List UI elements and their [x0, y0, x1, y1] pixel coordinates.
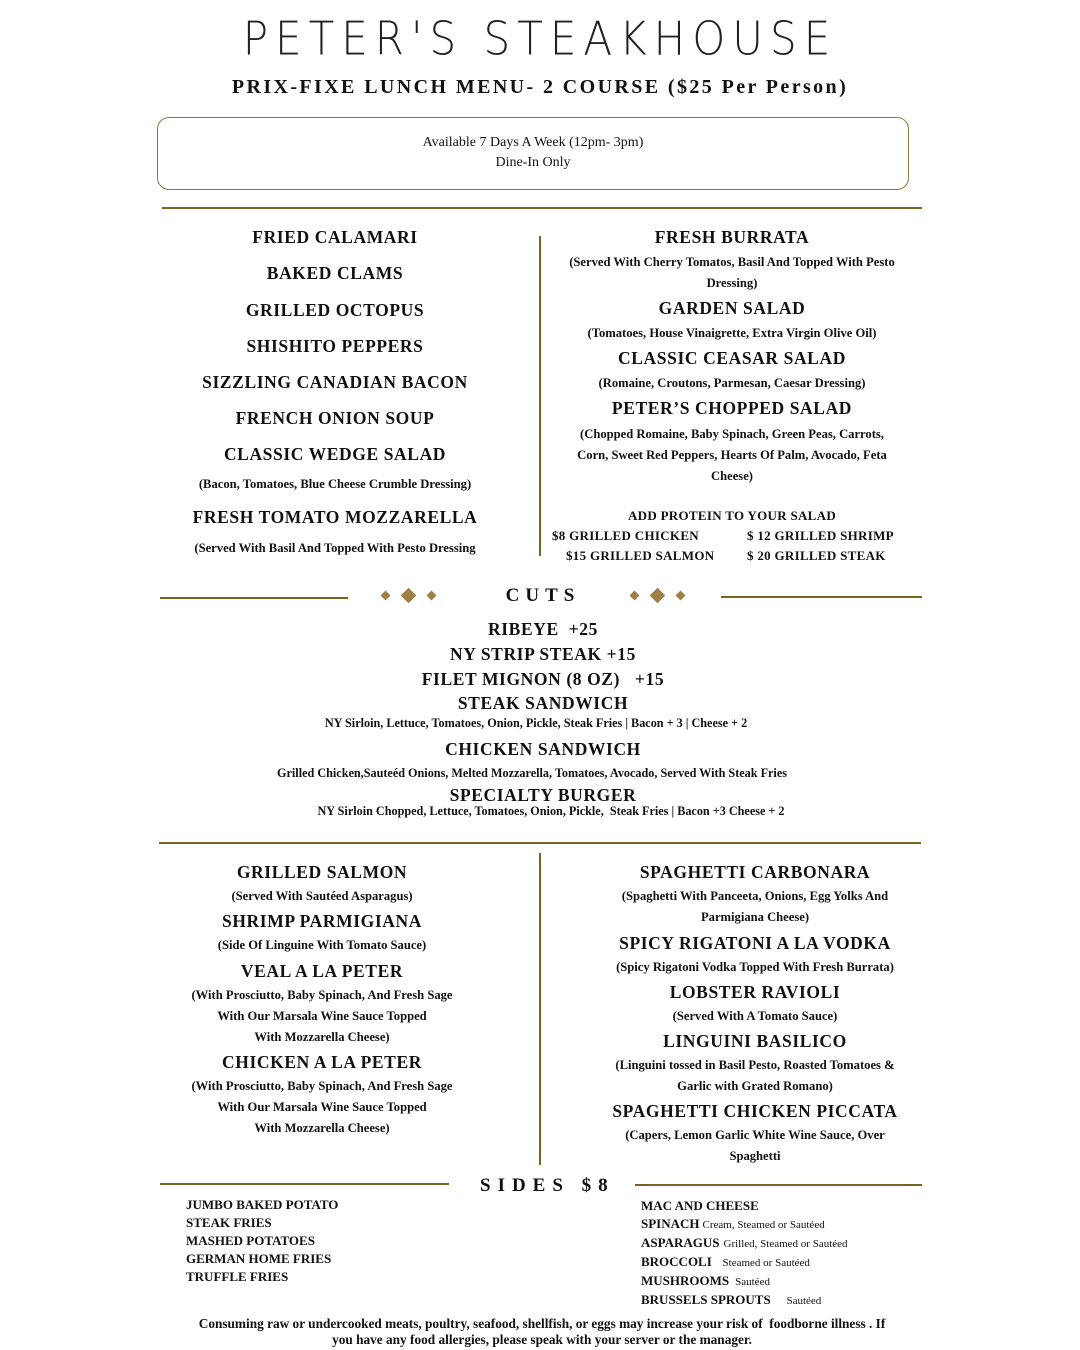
side-item-name: MUSHROOMS [641, 1273, 730, 1288]
side-item [641, 1272, 848, 1291]
menu-item-desc: (Served With Cherry Tomatos, Basil And Topped With Pesto [569, 255, 895, 269]
menu-item-desc: (Tomatoes, House Vinaigrette, Extra Virgin Olive Oil) [587, 326, 877, 340]
menu-item-name: FRENCH ONION SOUP [235, 408, 435, 428]
menu-item-name: SPAGHETTI CARBONARA [639, 862, 871, 882]
availability-dine-in: Dine-In Only [495, 155, 571, 170]
side-item-note: Grilled, Steamed or Sautéed [723, 1238, 848, 1250]
menu-item-desc: (Romaine, Croutons, Parmesan, Caesar Dressing) [598, 376, 866, 390]
diamond-icon [650, 588, 666, 604]
cut-item-desc: NY Sirloin Chopped, Lettuce, Tomatoes, Onion, Pickle, Steak Fries | Bacon +3 Cheese + 2 [317, 804, 785, 818]
side-item-name: MAC AND CHEESE [641, 1198, 759, 1213]
diamond-icon [427, 591, 437, 601]
section-title-cuts: CUTS [505, 585, 581, 606]
menu-item-name: GRILLED SALMON [236, 862, 408, 882]
side-item [641, 1215, 848, 1234]
cut-item-name: RIBEYE +25 [488, 619, 598, 639]
disclaimer-line: you have any food allergies, please speak with your server or the manager. [332, 1332, 752, 1347]
menu-item-name: SHISHITO PEPPERS [246, 336, 424, 356]
menu-item-name: FRIED CALAMARI [252, 227, 418, 247]
cut-item-name: SPECIALTY BURGER [449, 785, 637, 805]
divider-cuts-left [160, 597, 348, 599]
availability-box [157, 117, 909, 190]
menu-item-desc: (Linguini tossed in Basil Pesto, Roasted Tomatoes & [615, 1058, 895, 1072]
side-item [641, 1253, 848, 1272]
side-item: GERMAN HOME FRIES [186, 1251, 332, 1266]
menu-item-desc: Spaghetti [729, 1149, 781, 1163]
divider-sides-left [160, 1183, 449, 1185]
protein-option: $ 20 GRILLED STEAK [747, 548, 886, 563]
menu-item-desc: Parmigiana Cheese) [700, 910, 810, 924]
side-item-name: BRUSSELS SPROUTS [641, 1292, 771, 1307]
menu-item-desc: (Served With A Tomato Sauce) [672, 1009, 838, 1023]
cut-item-desc: Grilled Chicken,Sauteéd Onions, Melted Mozzarella, Tomatoes, Avocado, Served With Steak Fries [277, 766, 787, 780]
cut-item-name: NY STRIP STEAK +15 [450, 644, 636, 664]
diamond-icon [630, 591, 640, 601]
menu-item-name: CLASSIC WEDGE SALAD [223, 444, 447, 464]
menu-subtitle: PRIX-FIXE LUNCH MENU- 2 COURSE ($25 Per Person) [231, 76, 849, 98]
cut-item-name: FILET MIGNON (8 OZ) +15 [421, 669, 665, 689]
ornament-right [631, 590, 684, 601]
menu-item-desc: (Spaghetti With Panceeta, Onions, Egg Yolks And [621, 889, 889, 903]
menu-item-desc: (Capers, Lemon Garlic White Wine Sauce, Over [625, 1128, 885, 1142]
menu-item-desc: Corn, Sweet Red Peppers, Hearts Of Palm, Avocado, Feta [577, 448, 887, 462]
menu-item-name: SPAGHETTI CHICKEN PICCATA [612, 1101, 898, 1121]
cut-item-name: STEAK SANDWICH [457, 693, 629, 713]
side-item: JUMBO BAKED POTATO [186, 1197, 339, 1212]
protein-option: $ 12 GRILLED SHRIMP [747, 528, 894, 543]
side-item [641, 1197, 848, 1215]
menu-item-desc: (With Prosciutto, Baby Spinach, And Fresh Sage [191, 1079, 453, 1093]
menu-item-desc: (Served With Basil And Topped With Pesto Dressing [194, 541, 476, 555]
menu-item-name: CLASSIC CEASAR SALAD [618, 348, 846, 368]
protein-option: $8 GRILLED CHICKEN [552, 528, 699, 543]
diamond-icon [401, 588, 417, 604]
diamond-icon [676, 591, 686, 601]
menu-item-name: SHRIMP PARMIGIANA [222, 911, 422, 931]
menu-item-desc: Dressing) [706, 276, 758, 290]
menu-item-desc: (Bacon, Tomatoes, Blue Cheese Crumble Dressing) [198, 477, 472, 491]
divider-cuts-right [721, 596, 922, 598]
side-item: STEAK FRIES [186, 1215, 272, 1230]
sides-list-left [186, 1196, 338, 1286]
menu-item-desc: Garlic with Grated Romano) [677, 1079, 833, 1093]
disclaimer-line: Consuming raw or undercooked meats, poultry, seafood, shellfish, or eggs may increase your risk of foodborne illness . If [198, 1316, 886, 1331]
menu-item-name: SIZZLING CANADIAN BACON [202, 372, 468, 392]
divider-top [162, 207, 922, 209]
menu-item-name: SPICY RIGATONI A LA VODKA [619, 933, 891, 953]
side-item: TRUFFLE FRIES [186, 1269, 289, 1284]
side-item [641, 1291, 848, 1310]
divider-mains [159, 842, 921, 844]
ornament-left [382, 590, 435, 601]
menu-item-name: CHICKEN A LA PETER [222, 1052, 422, 1072]
side-item-note: Sautéed [783, 1295, 822, 1307]
menu-item-desc: Cheese) [711, 469, 753, 483]
menu-item-desc: With Our Marsala Wine Sauce Topped [217, 1100, 427, 1114]
menu-item-desc: (Side Of Linguine With Tomato Sauce) [217, 938, 427, 952]
divider-sides-right [635, 1184, 922, 1186]
protein-option: $15 GRILLED SALMON [566, 548, 715, 563]
menu-item-desc: (Spicy Rigatoni Vodka Topped With Fresh Burrata) [616, 960, 894, 974]
menu-item-name: PETER’S CHOPPED SALAD [611, 398, 853, 418]
side-item-name: BROCCOLI [641, 1254, 712, 1269]
section-title-sides: SIDES $8 [480, 1175, 615, 1196]
menu-item-name: FRESH BURRATA [654, 227, 810, 247]
menu-item-desc: (Served With Sautéed Asparagus) [231, 889, 413, 903]
menu-item-name: GARDEN SALAD [658, 298, 806, 318]
menu-item-desc: With Mozzarella Cheese) [254, 1121, 390, 1135]
protein-title: ADD PROTEIN TO YOUR SALAD [627, 508, 837, 523]
side-item [641, 1234, 848, 1253]
divider-mains-vertical [539, 853, 541, 1165]
side-item-note: Cream, Steamed or Sautéed [702, 1219, 825, 1231]
menu-item-desc: (Chopped Romaine, Baby Spinach, Green Peas, Carrots, [580, 427, 884, 441]
availability-days: Available 7 Days A Week (12pm- 3pm) [422, 135, 644, 150]
side-item-note: Steamed or Sautéed [719, 1257, 810, 1269]
menu-item-name: LINGUINI BASILICO [663, 1031, 847, 1051]
menu-item-name: BAKED CLAMS [266, 263, 404, 283]
menu-item-name: GRILLED OCTOPUS [245, 300, 425, 320]
menu-item-name: FRESH TOMATO MOZZARELLA [192, 507, 478, 527]
side-item: MASHED POTATOES [186, 1233, 315, 1248]
cut-item-name: CHICKEN SANDWICH [445, 739, 641, 759]
menu-item-name: VEAL A LA PETER [240, 961, 404, 981]
menu-item-desc: With Our Marsala Wine Sauce Topped [217, 1009, 427, 1023]
menu-item-desc: With Mozzarella Cheese) [254, 1030, 390, 1044]
sides-list-right [641, 1197, 848, 1310]
diamond-icon [381, 591, 391, 601]
side-item-note: Sautéed [735, 1276, 770, 1288]
side-item-name: ASPARAGUS [641, 1235, 720, 1250]
menu-item-name: LOBSTER RAVIOLI [669, 982, 841, 1002]
menu-item-desc: (With Prosciutto, Baby Spinach, And Fresh Sage [191, 988, 453, 1002]
restaurant-name: PETER'S STEAKHOUSE [242, 11, 838, 66]
side-item-name: SPINACH [641, 1216, 700, 1231]
cut-item-desc: NY Sirloin, Lettuce, Tomatoes, Onion, Pickle, Steak Fries | Bacon + 3 | Cheese + 2 [324, 716, 748, 730]
